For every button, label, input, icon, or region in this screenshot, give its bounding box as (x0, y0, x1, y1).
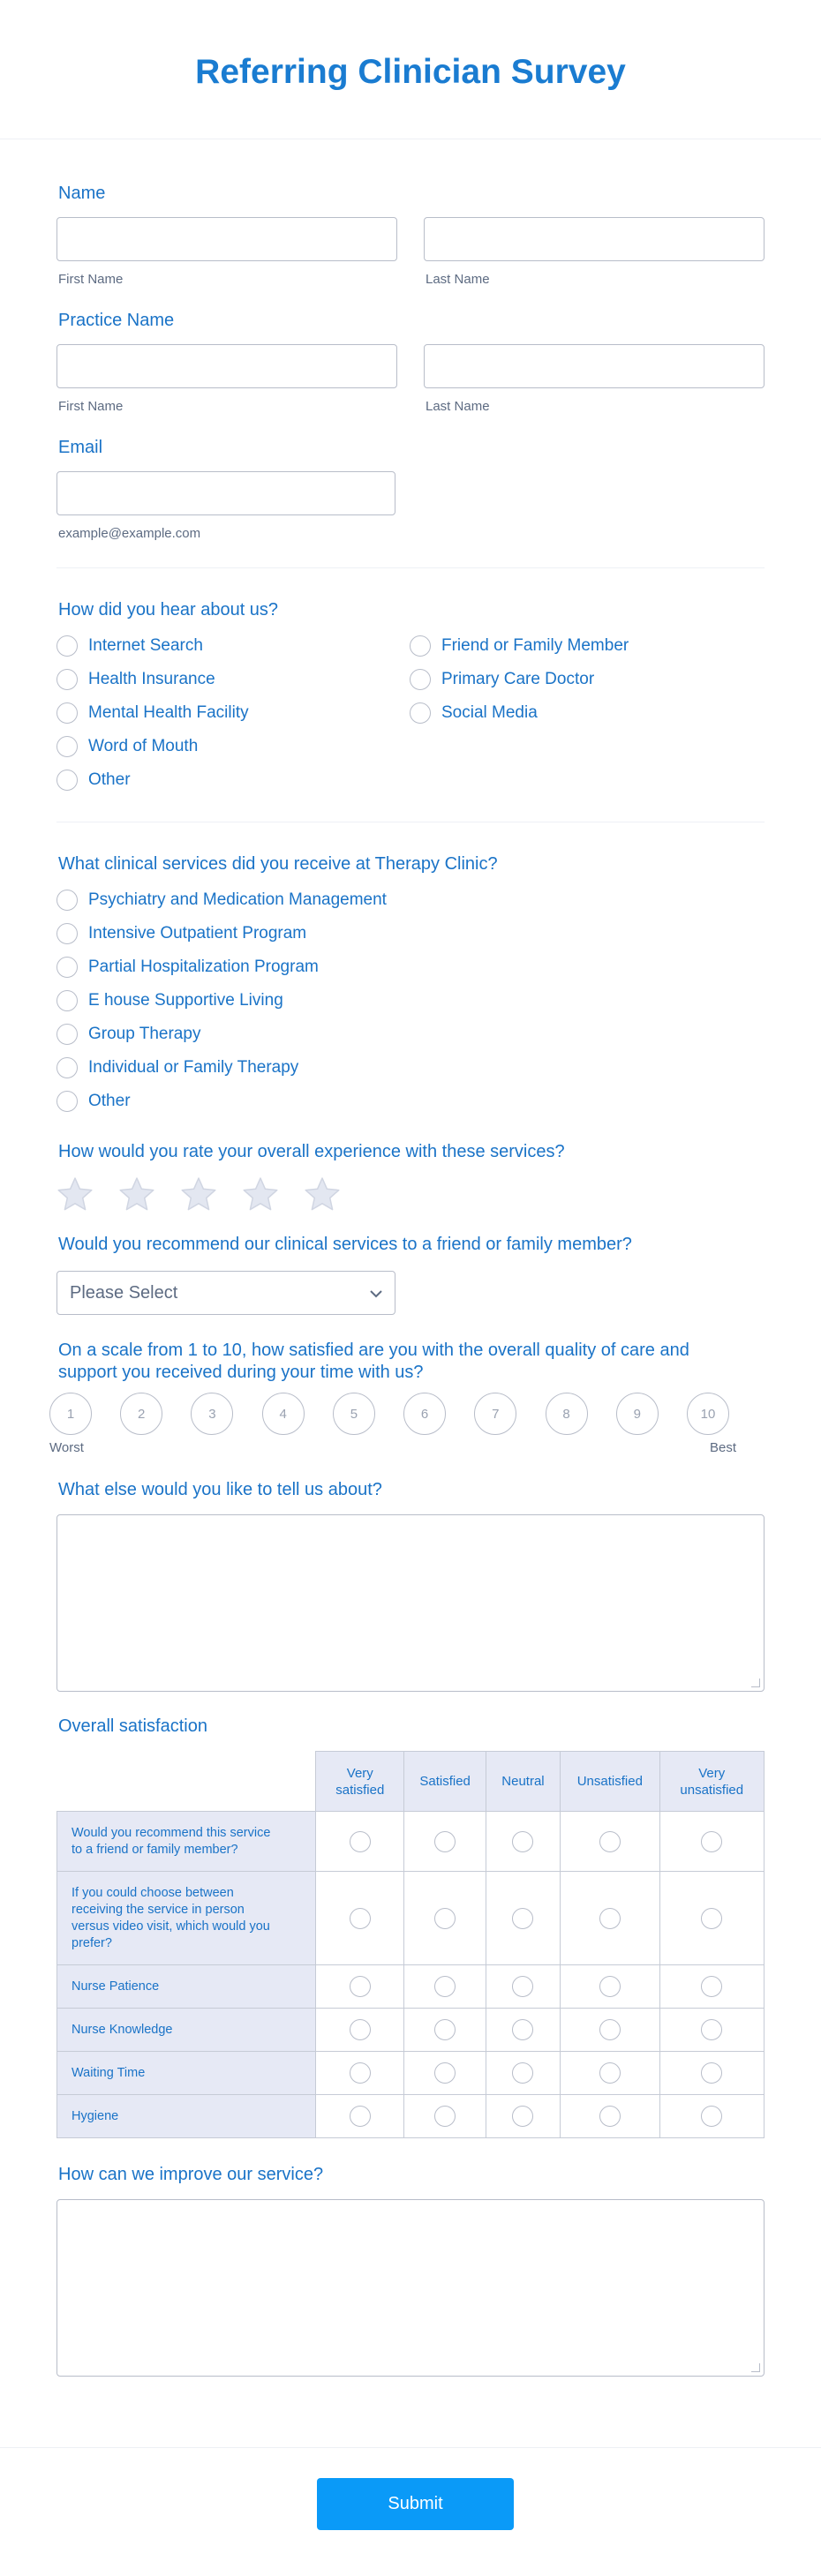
practice-name-label: Practice Name (58, 311, 175, 330)
radio-button[interactable] (599, 1976, 621, 1997)
radio-label: Intensive Outpatient Program (88, 924, 307, 943)
matrix-row-label-line: Nurse Patience (72, 1979, 160, 1994)
matrix-cell[interactable] (659, 1872, 764, 1965)
star-icon[interactable] (242, 1176, 279, 1212)
recommend-select[interactable] (56, 1271, 395, 1315)
matrix-cell[interactable] (486, 1872, 560, 1965)
matrix-cell[interactable] (404, 2009, 486, 2052)
hear-about-label: How did you hear about us? (58, 600, 279, 620)
radio-button[interactable] (701, 1831, 722, 1852)
practice-first-name-input[interactable] (56, 344, 397, 388)
radio-label: E house Supportive Living (88, 991, 283, 1010)
option-individual-or-family-therapy[interactable] (56, 1051, 765, 1085)
radio-button[interactable] (434, 2019, 456, 2040)
matrix-column-header-line: Very (346, 1765, 373, 1781)
hear-about-col1 (56, 629, 410, 797)
radio-button[interactable] (56, 1057, 78, 1078)
matrix-row-label-line: If you could choose between (72, 1885, 234, 1900)
matrix-row-label-line: prefer? (72, 1935, 112, 1950)
radio-button[interactable] (56, 990, 78, 1011)
star-icon[interactable] (304, 1176, 341, 1212)
radio-button[interactable] (56, 736, 78, 757)
option-mental-health-facility[interactable] (56, 696, 410, 730)
radio-button[interactable] (512, 1908, 533, 1929)
option-health-insurance[interactable] (56, 663, 410, 696)
matrix-cell[interactable] (659, 2095, 764, 2138)
radio-label: Primary Care Doctor (441, 670, 595, 688)
practice-last-name-sublabel: Last Name (426, 399, 490, 414)
radio-button[interactable] (434, 2106, 456, 2127)
matrix-row-label (57, 1965, 316, 2009)
first-name-sublabel: First Name (58, 272, 124, 287)
radio-button[interactable] (599, 2062, 621, 2084)
matrix-column-header (659, 1752, 764, 1812)
matrix-cell[interactable] (561, 2052, 659, 2095)
radio-label: Mental Health Facility (88, 703, 249, 722)
scale-option[interactable]: 1 (49, 1393, 92, 1435)
matrix-row (57, 2095, 765, 2138)
radio-label: Partial Hospitalization Program (88, 958, 319, 976)
form-title: Referring Clinician Survey (195, 52, 626, 91)
matrix-row (57, 2052, 765, 2095)
improve-label: How can we improve our service? (58, 2165, 324, 2184)
matrix-cell[interactable] (316, 1965, 404, 2009)
matrix-cell[interactable] (486, 2052, 560, 2095)
form-header (0, 0, 821, 139)
matrix-cell[interactable] (561, 1872, 659, 1965)
matrix-corner (57, 1752, 316, 1812)
form-footer (0, 2447, 821, 2576)
matrix-row-label-line: versus video visit, which would you (72, 1919, 270, 1934)
scale-label-line1: On a scale from 1 to 10, how satisfied are you with the overall quality of care and (58, 1341, 689, 1360)
scale-option[interactable]: 9 (616, 1393, 659, 1435)
matrix-row (57, 1872, 765, 1965)
radio-button[interactable] (56, 702, 78, 724)
email-label: Email (58, 438, 103, 457)
radio-label: Word of Mouth (88, 737, 199, 755)
option-primary-care-doctor[interactable] (410, 663, 629, 696)
scale-option[interactable]: 10 (687, 1393, 729, 1435)
radio-button[interactable] (56, 635, 78, 657)
chevron-down-icon (370, 1283, 382, 1303)
email-sublabel: example@example.com (58, 526, 201, 541)
radio-button[interactable] (512, 2106, 533, 2127)
radio-button[interactable] (56, 1091, 78, 1112)
radio-button[interactable] (56, 770, 78, 791)
option-e-house-supportive-living[interactable] (56, 984, 765, 1018)
radio-button[interactable] (434, 2062, 456, 2084)
radio-button[interactable] (350, 2106, 371, 2127)
option-other[interactable] (56, 763, 410, 797)
resize-handle-icon[interactable] (751, 2363, 760, 2372)
matrix-column-header-line: unsatisfied (680, 1782, 744, 1798)
radio-label: Friend or Family Member (441, 636, 629, 655)
radio-button[interactable] (56, 1024, 78, 1045)
first-name-input[interactable] (56, 217, 397, 261)
radio-label: Group Therapy (88, 1025, 201, 1043)
radio-label: Psychiatry and Medication Management (88, 890, 387, 909)
radio-button[interactable] (599, 1908, 621, 1929)
radio-button[interactable] (56, 669, 78, 690)
matrix-cell[interactable] (486, 2009, 560, 2052)
radio-button[interactable] (701, 1908, 722, 1929)
radio-label: Internet Search (88, 636, 203, 655)
option-friend-or-family-member[interactable] (410, 629, 629, 663)
radio-label: Individual or Family Therapy (88, 1058, 299, 1077)
matrix-header-row (57, 1752, 765, 1812)
satisfaction-matrix (56, 1751, 765, 2138)
matrix-row-label-line: to a friend or family member? (72, 1842, 238, 1857)
radio-button[interactable] (512, 1831, 533, 1852)
matrix-column-header (486, 1752, 560, 1812)
matrix-column-header (561, 1752, 659, 1812)
services-label: What clinical services did you receive at Therapy Clinic? (58, 854, 498, 874)
last-name-input[interactable] (424, 217, 765, 261)
option-other[interactable] (56, 1085, 765, 1118)
radio-button[interactable] (434, 1908, 456, 1929)
recommend-label: Would you recommend our clinical services to a friend or family member? (58, 1235, 632, 1254)
radio-button[interactable] (701, 2106, 722, 2127)
last-name-sublabel: Last Name (426, 272, 490, 287)
star-rating (56, 1176, 765, 1212)
scale-option[interactable]: 2 (120, 1393, 162, 1435)
option-group-therapy[interactable] (56, 1018, 765, 1051)
matrix-row-label-line: Nurse Knowledge (72, 2022, 173, 2037)
matrix-cell[interactable] (486, 2095, 560, 2138)
matrix-cell[interactable] (404, 2052, 486, 2095)
matrix-cell[interactable] (561, 1965, 659, 2009)
tell-us-label: What else would you like to tell us about? (58, 1480, 382, 1499)
option-internet-search[interactable] (56, 629, 410, 663)
radio-label: Social Media (441, 703, 538, 722)
matrix-column-header-line: Satisfied (419, 1774, 471, 1789)
radio-button[interactable] (410, 669, 431, 690)
matrix-column-header (316, 1752, 404, 1812)
radio-button[interactable] (350, 1831, 371, 1852)
improve-textarea[interactable] (56, 2199, 765, 2377)
matrix-cell[interactable] (659, 1965, 764, 2009)
matrix-column-header (404, 1752, 486, 1812)
radio-button[interactable] (56, 890, 78, 911)
radio-button[interactable] (410, 635, 431, 657)
email-input[interactable] (56, 471, 395, 515)
matrix-cell[interactable] (404, 2095, 486, 2138)
option-word-of-mouth[interactable] (56, 730, 410, 763)
radio-button[interactable] (56, 957, 78, 978)
star-icon[interactable] (56, 1176, 94, 1212)
matrix-cell[interactable] (486, 1965, 560, 2009)
scale-option[interactable]: 7 (474, 1393, 516, 1435)
matrix-row-label-line: Waiting Time (72, 2065, 146, 2080)
radio-button[interactable] (701, 1976, 722, 1997)
practice-first-name-sublabel: First Name (58, 399, 124, 414)
radio-button[interactable] (350, 2062, 371, 2084)
radio-button[interactable] (599, 1831, 621, 1852)
radio-button[interactable] (350, 2019, 371, 2040)
option-social-media[interactable] (410, 696, 629, 730)
matrix-row-label-line: receiving the service in person (72, 1902, 245, 1917)
matrix-cell[interactable] (404, 1812, 486, 1872)
matrix-cell[interactable] (316, 1812, 404, 1872)
matrix-label: Overall satisfaction (58, 1716, 207, 1736)
form-body (0, 139, 821, 2377)
radio-button[interactable] (350, 1908, 371, 1929)
matrix-cell[interactable] (316, 1872, 404, 1965)
matrix-column-header-line: Very (698, 1765, 726, 1781)
matrix-row-label (57, 2009, 316, 2052)
matrix-row (57, 1812, 765, 1872)
radio-button[interactable] (701, 2019, 722, 2040)
scale-option[interactable]: 6 (403, 1393, 446, 1435)
matrix-cell[interactable] (404, 1872, 486, 1965)
matrix-column-header-line: Neutral (501, 1774, 545, 1789)
matrix-row-label (57, 1872, 316, 1965)
radio-button[interactable] (599, 2106, 621, 2127)
matrix-row-label (57, 1812, 316, 1872)
matrix-row (57, 1965, 765, 2009)
hear-about-col2 (410, 629, 629, 797)
radio-button[interactable] (434, 1976, 456, 1997)
scale-min-label: Worst (49, 1440, 84, 1455)
matrix-cell[interactable] (316, 2052, 404, 2095)
radio-button[interactable] (512, 1976, 533, 1997)
rating-label: How would you rate your overall experience with these services? (58, 1142, 565, 1161)
radio-button[interactable] (434, 1831, 456, 1852)
matrix-cell[interactable] (659, 1812, 764, 1872)
submit-button[interactable]: Submit (317, 2478, 514, 2530)
matrix-cell[interactable] (316, 2095, 404, 2138)
radio-label: Other (88, 1092, 131, 1110)
practice-last-name-input[interactable] (424, 344, 765, 388)
matrix-cell[interactable] (561, 2009, 659, 2052)
matrix-cell[interactable] (316, 2009, 404, 2052)
scale-option[interactable]: 4 (262, 1393, 305, 1435)
scale-label-line2: support you received during your time with us? (58, 1363, 424, 1382)
matrix-cell[interactable] (404, 1965, 486, 2009)
star-icon[interactable] (118, 1176, 155, 1212)
recommend-select-value: Please Select (70, 1282, 178, 1303)
matrix-column-header-line: Unsatisfied (576, 1774, 643, 1789)
satisfaction-scale (49, 1393, 729, 1435)
radio-button[interactable] (512, 2019, 533, 2040)
scale-option[interactable]: 8 (546, 1393, 588, 1435)
option-psychiatry-and-medication-management[interactable] (56, 883, 765, 917)
scale-label (58, 1340, 765, 1384)
matrix-cell[interactable] (561, 1812, 659, 1872)
matrix-row-label-line: Hygiene (72, 2108, 119, 2123)
matrix-row-label (57, 2095, 316, 2138)
matrix-row (57, 2009, 765, 2052)
radio-button[interactable] (350, 1976, 371, 1997)
star-icon[interactable] (180, 1176, 217, 1212)
scale-option[interactable]: 3 (191, 1393, 233, 1435)
resize-handle-icon[interactable] (751, 1679, 760, 1687)
radio-button[interactable] (599, 2019, 621, 2040)
option-intensive-outpatient-program[interactable] (56, 917, 765, 950)
radio-button[interactable] (56, 923, 78, 944)
matrix-cell[interactable] (486, 1812, 560, 1872)
radio-label: Health Insurance (88, 670, 215, 688)
matrix-cell[interactable] (659, 2052, 764, 2095)
matrix-cell[interactable] (561, 2095, 659, 2138)
services-options (56, 883, 765, 1118)
matrix-row-label-line: Would you recommend this service (72, 1825, 271, 1840)
radio-button[interactable] (512, 2062, 533, 2084)
radio-button[interactable] (701, 2062, 722, 2084)
radio-button[interactable] (410, 702, 431, 724)
option-partial-hospitalization-program[interactable] (56, 950, 765, 984)
matrix-column-header-line: satisfied (335, 1782, 385, 1798)
matrix-cell[interactable] (659, 2009, 764, 2052)
scale-endpoints (49, 1440, 736, 1455)
tell-us-textarea[interactable] (56, 1514, 765, 1692)
matrix-row-label (57, 2052, 316, 2095)
radio-label: Other (88, 770, 131, 789)
name-label: Name (58, 184, 106, 203)
scale-option[interactable]: 5 (333, 1393, 375, 1435)
scale-max-label: Best (709, 1440, 736, 1455)
